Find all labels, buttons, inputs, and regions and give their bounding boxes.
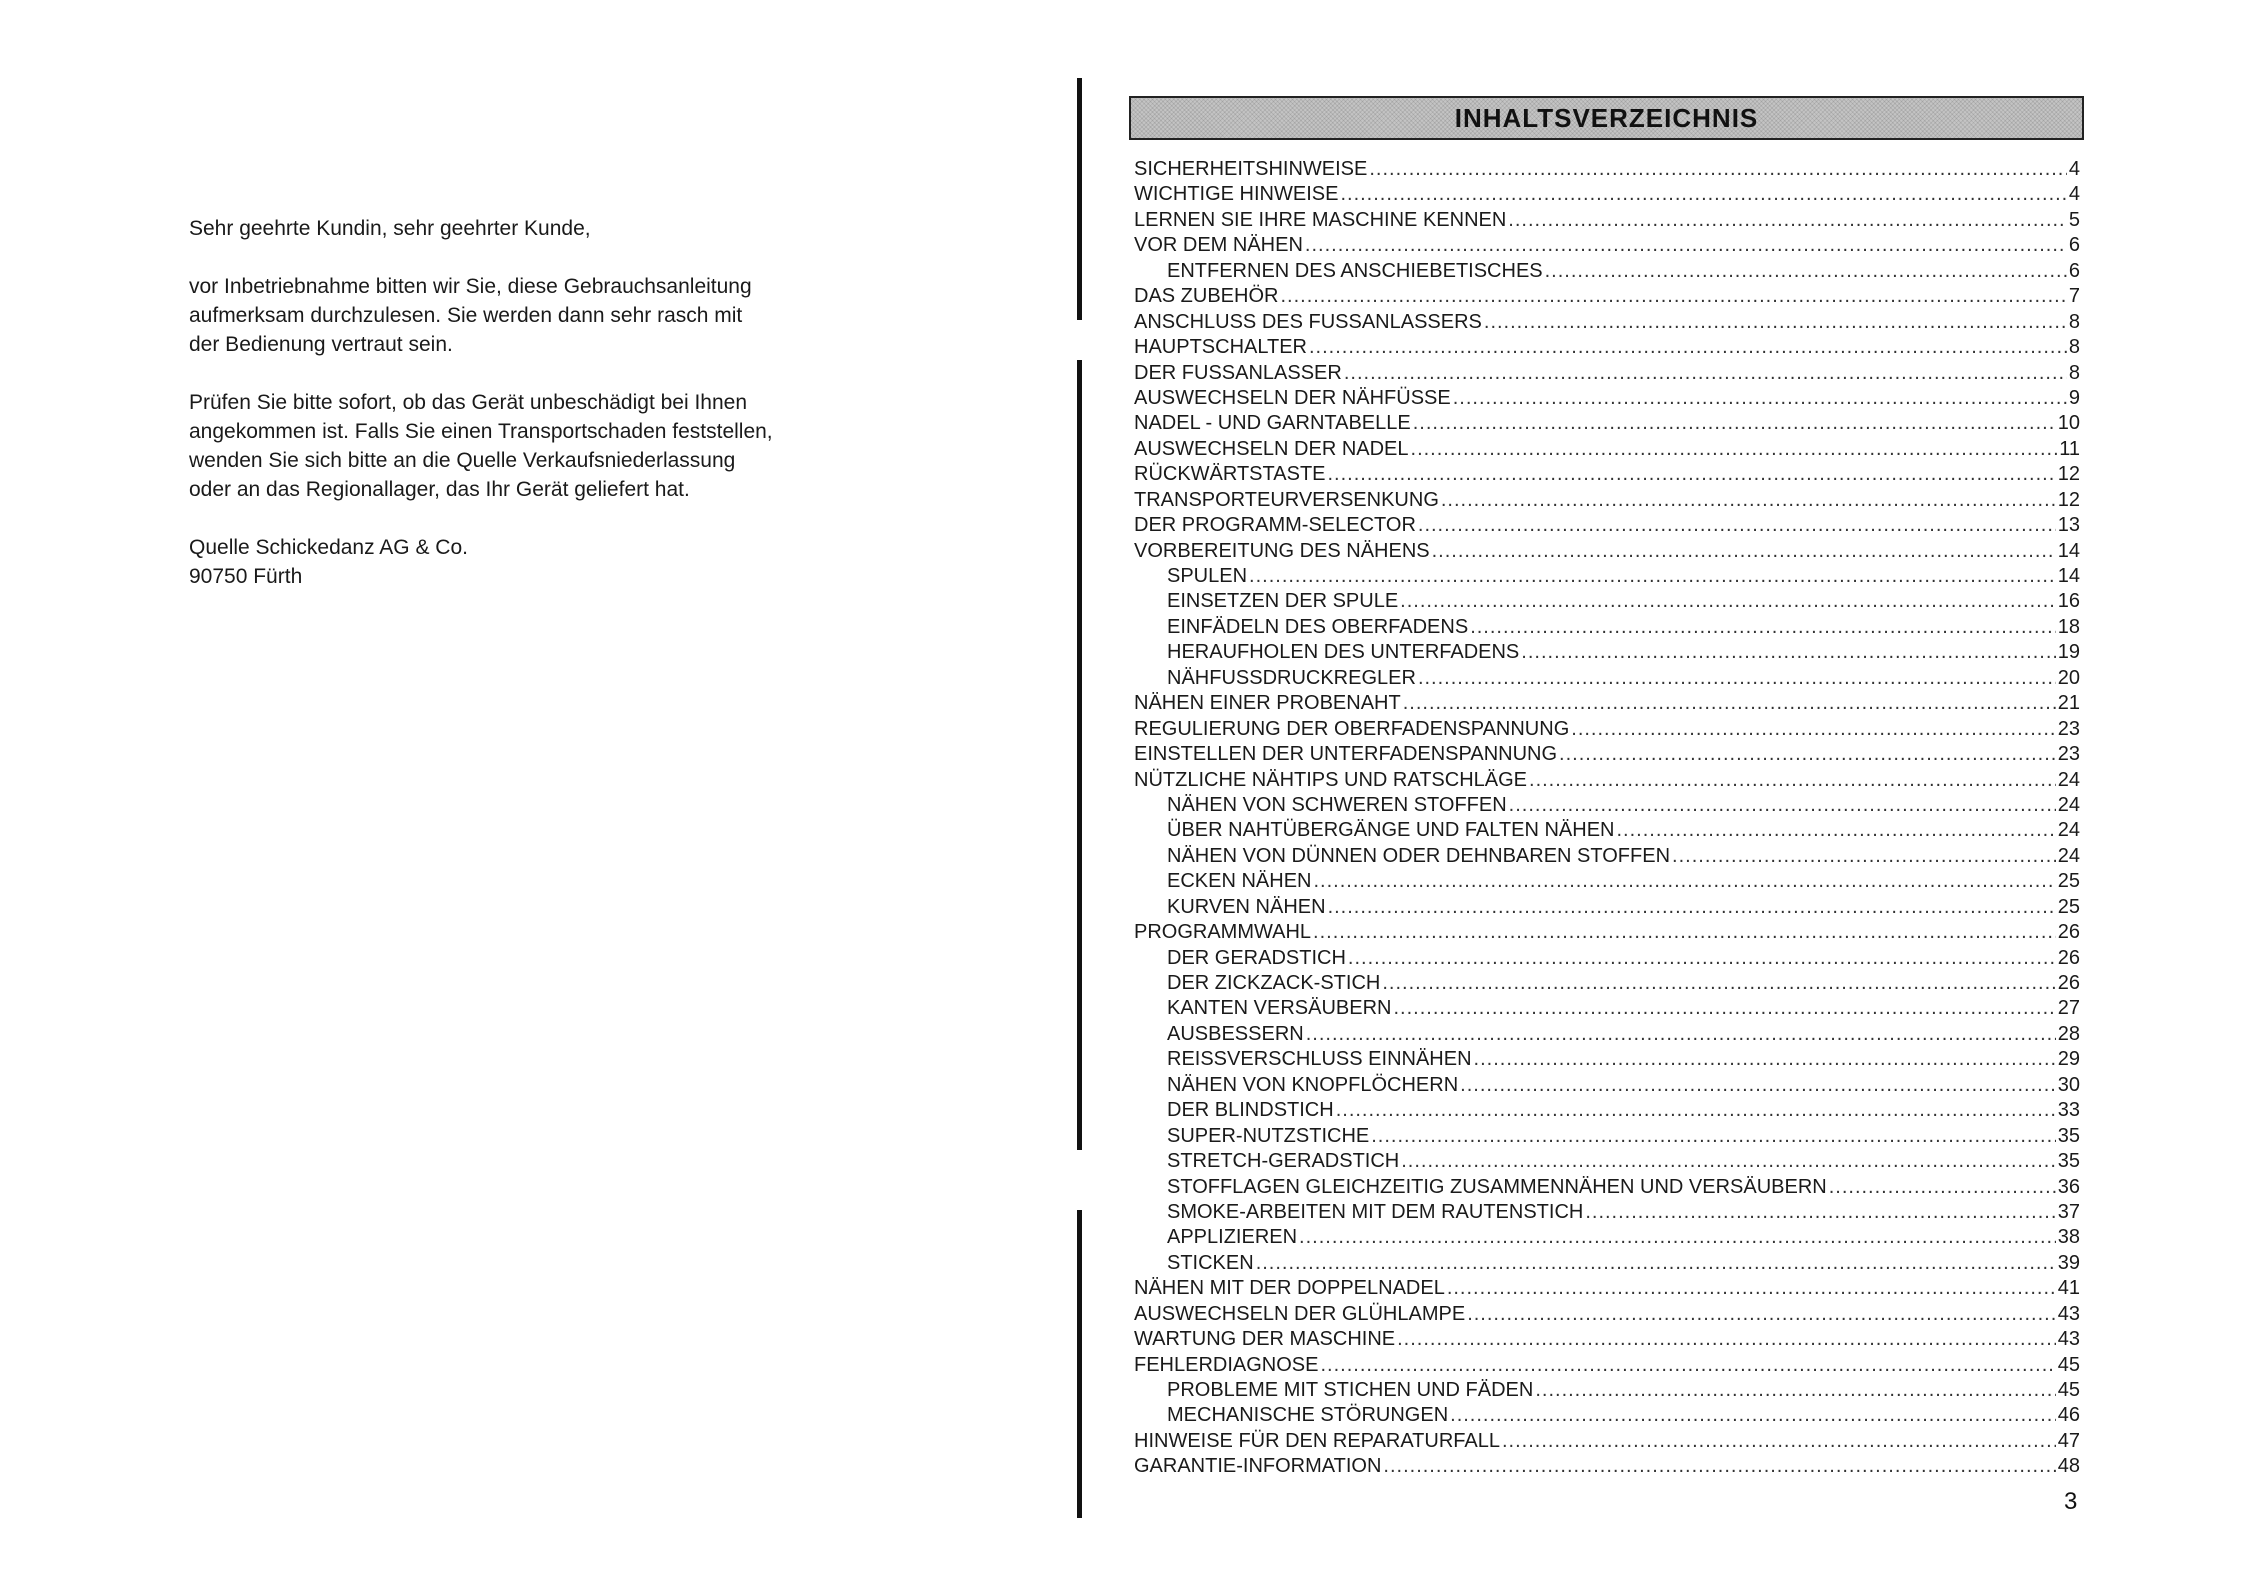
toc-entry-page: 18 xyxy=(2057,615,2080,638)
toc-entry-title: NÜTZLICHE NÄHTIPS UND RATSCHLÄGE xyxy=(1134,768,1528,791)
toc-entry-page: 4 xyxy=(2068,158,2080,180)
toc-entry-leader-dots xyxy=(1432,539,2056,564)
toc-entry xyxy=(1134,488,2080,513)
toc-entry xyxy=(1134,996,2080,1021)
toc-entry-leader-dots xyxy=(1280,284,2066,309)
toc-entry-page: 24 xyxy=(2057,768,2080,791)
toc-entry-page: 13 xyxy=(2057,514,2080,537)
greeting: Sehr geehrte Kundin, sehr geehrter Kunde, xyxy=(189,217,591,240)
toc-entry-leader-dots xyxy=(1382,971,2055,996)
toc-entry-title: PROBLEME MIT STICHEN UND FÄDEN xyxy=(1167,1379,1534,1401)
toc-entry-leader-dots xyxy=(1400,589,2056,614)
toc-entry-page: 43 xyxy=(2057,1302,2080,1325)
toc-entry xyxy=(1134,284,2080,309)
toc-entry-page: 10 xyxy=(2057,412,2080,435)
toc-entry xyxy=(1134,335,2080,360)
toc-entry xyxy=(1134,157,2080,182)
toc-entry-leader-dots xyxy=(1535,1378,2055,1403)
toc-entry-page: 37 xyxy=(2057,1200,2080,1223)
toc-entry-page: 11 xyxy=(2059,437,2080,460)
toc-entry xyxy=(1134,564,2080,589)
toc-entry xyxy=(1134,1047,2080,1072)
toc-entry-leader-dots xyxy=(1320,1353,2055,1378)
toc-entry-title: AUSWECHSELN DER GLÜHLAMPE xyxy=(1134,1302,1466,1325)
toc-entry xyxy=(1134,589,2080,614)
toc-entry-title: ÜBER NAHTÜBERGÄNGE UND FALTEN NÄHEN xyxy=(1167,819,1615,842)
toc-entry-leader-dots xyxy=(1299,1225,2056,1250)
toc-entry xyxy=(1134,437,2080,462)
inspection-paragraph: Prüfen Sie bitte sofort, ob das Gerät unbeschädigt bei Ihnen angekommen ist. Falls Sie einen Transportschaden feststellen, wenden Sie sich bitte an die Quelle Verkaufsniederlassung oder an das Regionallager, das Ihr Gerät geliefert hat. xyxy=(189,391,773,501)
toc-entry-leader-dots xyxy=(1313,920,2056,945)
toc-entry-title: DER GERADSTICH xyxy=(1167,946,1346,969)
toc-entry-title: REGULIERUNG DER OBERFADENSPANNUNG xyxy=(1134,717,1570,740)
toc-entry-leader-dots xyxy=(1450,1403,2056,1428)
toc-entry-page: 21 xyxy=(2057,692,2080,715)
toc-entry-title: NÄHEN MIT DER DOPPELNADEL xyxy=(1134,1277,1445,1300)
toc-entry-leader-dots xyxy=(1306,1022,2056,1047)
toc-entry-page: 16 xyxy=(2057,590,2080,613)
toc-entry xyxy=(1134,1225,2080,1250)
toc-entry xyxy=(1134,1149,2080,1174)
toc-entry-page: 26 xyxy=(2057,972,2080,994)
company-address: Quelle Schickedanz AG & Co. 90750 Fürth xyxy=(189,536,468,588)
toc-entry xyxy=(1134,539,2080,564)
toc-entry-title: MECHANISCHE STÖRUNGEN xyxy=(1167,1404,1449,1427)
toc-entry-page: 12 xyxy=(2057,463,2080,486)
toc-entry-title: NÄHEN EINER PROBENAHT xyxy=(1134,692,1401,715)
toc-entry-page: 38 xyxy=(2057,1226,2080,1249)
toc-entry-page: 26 xyxy=(2057,946,2080,969)
toc-entry-leader-dots xyxy=(1249,564,2056,589)
toc-entry-title: STRETCH-GERADSTICH xyxy=(1167,1150,1400,1173)
toc-entry-leader-dots xyxy=(1411,437,2058,462)
toc-entry-leader-dots xyxy=(1447,1276,2056,1301)
toc-entry xyxy=(1134,1429,2080,1454)
toc-entry-title: NÄHEN VON KNOPFLÖCHERN xyxy=(1167,1073,1459,1096)
toc-entry-title: APPLIZIEREN xyxy=(1167,1226,1298,1249)
left-page xyxy=(189,214,849,620)
toc-entry xyxy=(1134,946,2080,971)
toc-entry-page: 20 xyxy=(2057,666,2080,689)
toc-entry-leader-dots xyxy=(1418,513,2056,538)
toc-entry-title: RÜCKWÄRTSTASTE xyxy=(1134,463,1326,486)
toc-entry-title: AUSWECHSELN DER NADEL xyxy=(1134,437,1409,460)
toc-entry xyxy=(1134,666,2080,691)
toc-entry-page: 8 xyxy=(2068,310,2080,333)
toc-header xyxy=(1129,96,2084,140)
toc-entry-page: 48 xyxy=(2057,1455,2080,1478)
toc-entry-title: WARTUNG DER MASCHINE xyxy=(1134,1328,1396,1351)
toc-entry-page: 45 xyxy=(2057,1379,2080,1401)
toc-entry-title: HINWEISE FÜR DEN REPARATURFALL xyxy=(1134,1429,1500,1452)
toc-entry xyxy=(1134,182,2080,207)
toc-entry-title: EINSTELLEN DER UNTERFADENSPANNUNG xyxy=(1134,743,1558,766)
toc-entry-page: 23 xyxy=(2057,717,2080,740)
toc-entry xyxy=(1134,818,2080,843)
toc-entry xyxy=(1134,1454,2080,1479)
toc-entry-page: 6 xyxy=(2068,259,2080,282)
toc-entry xyxy=(1134,1403,2080,1428)
toc-entry-leader-dots xyxy=(1829,1175,2056,1200)
toc-entry-title: KURVEN NÄHEN xyxy=(1167,895,1326,918)
toc-entry xyxy=(1134,768,2080,793)
toc-entry-page: 14 xyxy=(2057,565,2080,587)
toc-entry-title: SUPER-NUTZSTICHE xyxy=(1167,1124,1370,1147)
toc-entry-title: DER PROGRAMM-SELECTOR xyxy=(1134,514,1416,537)
toc-entry-page: 24 xyxy=(2057,819,2080,842)
toc-entry xyxy=(1134,233,2080,258)
toc-entry xyxy=(1134,844,2080,869)
toc-entry-page: 8 xyxy=(2068,336,2080,359)
toc-entry xyxy=(1134,310,2080,335)
toc-entry-page: 29 xyxy=(2057,1048,2080,1071)
toc-entry-title: NÄHEN VON SCHWEREN STOFFEN xyxy=(1167,793,1507,816)
toc-entry-title: FEHLERDIAGNOSE xyxy=(1134,1353,1319,1376)
toc-entry-leader-dots xyxy=(1348,946,2056,971)
toc-entry xyxy=(1134,971,2080,996)
toc-entry xyxy=(1134,1124,2080,1149)
toc-entry-page: 45 xyxy=(2057,1353,2080,1376)
toc-entry xyxy=(1134,717,2080,742)
toc-entry-title: EINSETZEN DER SPULE xyxy=(1167,590,1399,613)
toc-entry-title: VOR DEM NÄHEN xyxy=(1134,234,1303,257)
toc-entry-title: NADEL - UND GARNTABELLE xyxy=(1134,412,1411,435)
toc-entry-leader-dots xyxy=(1336,1098,2056,1123)
toc-entry-page: 9 xyxy=(2068,386,2080,409)
toc-entry-title: ECKEN NÄHEN xyxy=(1167,870,1312,893)
toc-entry-leader-dots xyxy=(1369,157,2067,182)
toc-entry-title: ANSCHLUSS DES FUSSANLASSERS xyxy=(1134,310,1482,333)
toc-entry xyxy=(1134,1251,2080,1276)
toc-entry xyxy=(1134,1175,2080,1200)
toc-entry-leader-dots xyxy=(1403,691,2056,716)
toc-entry xyxy=(1134,615,2080,640)
toc-entry-leader-dots xyxy=(1328,462,2056,487)
toc-entry-leader-dots xyxy=(1509,793,2056,818)
fold-line-gap xyxy=(1075,1150,1085,1210)
toc-entry-page: 4 xyxy=(2068,183,2080,206)
toc-entry-title: REISSVERSCHLUSS EINNÄHEN xyxy=(1167,1048,1472,1071)
toc-entry-leader-dots xyxy=(1413,411,2056,436)
fold-line-gap xyxy=(1075,320,1085,360)
toc-entry-title: DER BLINDSTICH xyxy=(1167,1099,1334,1122)
toc-entry xyxy=(1134,742,2080,767)
toc-entry xyxy=(1134,1378,2080,1403)
toc-entry-page: 8 xyxy=(2068,361,2080,384)
toc-entry-title: AUSWECHSELN DER NÄHFÜSSE xyxy=(1134,386,1451,409)
toc-entry-leader-dots xyxy=(1508,208,2067,233)
toc-entry-title: NÄHEN VON DÜNNEN ODER DEHNBAREN STOFFEN xyxy=(1167,844,1671,867)
toc-entry xyxy=(1134,691,2080,716)
toc-entry-leader-dots xyxy=(1571,717,2055,742)
toc-entry-leader-dots xyxy=(1256,1251,2056,1276)
toc-entry-page: 39 xyxy=(2057,1251,2080,1274)
toc-entry-page: 35 xyxy=(2057,1150,2080,1173)
toc-entry-leader-dots xyxy=(1328,895,2056,920)
toc-entry xyxy=(1134,1276,2080,1301)
toc-entry-title: SMOKE-ARBEITEN MIT DEM RAUTENSTICH xyxy=(1167,1200,1584,1223)
toc-entry-title: DAS ZUBEHÖR xyxy=(1134,285,1279,308)
toc-entry xyxy=(1134,1098,2080,1123)
toc-entry-page: 35 xyxy=(2057,1124,2080,1147)
toc-entry-page: 47 xyxy=(2057,1429,2080,1452)
toc-entry xyxy=(1134,1353,2080,1378)
toc-entry-page: 36 xyxy=(2057,1175,2080,1198)
toc-entry-page: 27 xyxy=(2057,997,2080,1020)
toc-entry-page: 24 xyxy=(2057,793,2080,816)
toc-entry-title: DER FUSSANLASSER xyxy=(1134,361,1342,384)
toc-entry-title: ENTFERNEN DES ANSCHIEBETISCHES xyxy=(1167,259,1543,282)
toc-entry-leader-dots xyxy=(1344,361,2067,386)
toc-entry-leader-dots xyxy=(1672,844,2056,869)
intro-paragraph: vor Inbetriebnahme bitten wir Sie, diese Gebrauchsanleitung aufmerksam durchzulesen. Sie werden dann sehr rasch mit der Bedienung vertraut sein. xyxy=(189,275,752,356)
toc-entry-leader-dots xyxy=(1502,1429,2056,1454)
toc-entry xyxy=(1134,462,2080,487)
toc-entry-leader-dots xyxy=(1340,182,2066,207)
table-of-contents xyxy=(1134,157,2080,1480)
toc-entry-leader-dots xyxy=(1441,488,2056,513)
toc-entry-title: WICHTIGE HINWEISE xyxy=(1134,183,1339,206)
toc-entry-leader-dots xyxy=(1383,1454,2055,1479)
toc-entry-title: VORBEREITUNG DES NÄHENS xyxy=(1134,539,1430,562)
toc-entry-leader-dots xyxy=(1453,386,2067,411)
toc-entry-title: TRANSPORTEURVERSENKUNG xyxy=(1134,488,1439,511)
toc-entry xyxy=(1134,1327,2080,1352)
toc-entry-page: 41 xyxy=(2057,1277,2080,1300)
toc-entry-page: 43 xyxy=(2057,1328,2080,1351)
toc-entry-leader-dots xyxy=(1521,640,2055,665)
toc-entry-title: LERNEN SIE IHRE MASCHINE KENNEN xyxy=(1134,208,1507,231)
toc-entry-title: AUSBESSERN xyxy=(1167,1022,1304,1045)
toc-entry xyxy=(1134,1022,2080,1047)
toc-entry-title: NÄHFUSSDRUCKREGLER xyxy=(1167,666,1416,689)
toc-entry-page: 46 xyxy=(2057,1404,2080,1427)
toc-entry-title: EINFÄDELN DES OBERFADENS xyxy=(1167,615,1469,638)
toc-entry-page: 5 xyxy=(2068,208,2080,231)
toc-entry xyxy=(1134,793,2080,818)
toc-entry-title: PROGRAMMWAHL xyxy=(1134,921,1312,944)
toc-entry-leader-dots xyxy=(1470,615,2056,640)
toc-entry xyxy=(1134,386,2080,411)
toc-entry-title: SICHERHEITSHINWEISE xyxy=(1134,158,1368,180)
toc-entry-leader-dots xyxy=(1460,1073,2056,1098)
toc-entry-leader-dots xyxy=(1371,1124,2056,1149)
toc-entry-page: 26 xyxy=(2057,921,2080,944)
toc-entry xyxy=(1134,1073,2080,1098)
toc-entry-title: SPULEN xyxy=(1167,565,1248,587)
toc-entry-leader-dots xyxy=(1474,1047,2056,1072)
toc-entry-leader-dots xyxy=(1545,259,2067,284)
toc-entry-page: 33 xyxy=(2057,1099,2080,1122)
toc-entry-leader-dots xyxy=(1313,869,2055,894)
toc-entry-title: DER ZICKZACK-STICH xyxy=(1167,972,1381,994)
toc-entry-page: 6 xyxy=(2068,234,2080,257)
toc-entry-page: 24 xyxy=(2057,844,2080,867)
toc-entry xyxy=(1134,1302,2080,1327)
toc-entry xyxy=(1134,869,2080,894)
toc-entry-leader-dots xyxy=(1418,666,2056,691)
toc-entry-title: HERAUFHOLEN DES UNTERFADENS xyxy=(1167,641,1520,664)
toc-title: INHALTSVERZEICHNIS xyxy=(1454,103,1759,133)
toc-entry-leader-dots xyxy=(1585,1200,2055,1225)
toc-entry xyxy=(1134,513,2080,538)
toc-entry-page: 23 xyxy=(2057,743,2080,766)
toc-entry xyxy=(1134,920,2080,945)
toc-entry-leader-dots xyxy=(1394,996,2056,1021)
toc-entry xyxy=(1134,208,2080,233)
toc-entry-title: HAUPTSCHALTER xyxy=(1134,336,1307,359)
toc-entry-page: 25 xyxy=(2057,870,2080,893)
toc-entry xyxy=(1134,259,2080,284)
toc-entry-title: KANTEN VERSÄUBERN xyxy=(1167,997,1392,1020)
toc-entry-page: 30 xyxy=(2057,1073,2080,1096)
toc-entry-page: 25 xyxy=(2057,895,2080,918)
toc-entry-leader-dots xyxy=(1529,768,2056,793)
page-number: 3 xyxy=(2064,1488,2078,1515)
toc-entry-leader-dots xyxy=(1616,818,2055,843)
toc-entry-leader-dots xyxy=(1467,1302,2056,1327)
toc-entry-page: 28 xyxy=(2057,1022,2080,1045)
toc-entry xyxy=(1134,640,2080,665)
toc-entry-leader-dots xyxy=(1401,1149,2056,1174)
page-fold-line xyxy=(1077,78,1082,1518)
toc-entry-page: 14 xyxy=(2057,539,2080,562)
toc-entry-leader-dots xyxy=(1559,742,2056,767)
toc-entry-leader-dots xyxy=(1484,310,2067,335)
toc-entry-leader-dots xyxy=(1309,335,2067,360)
toc-entry-title: GARANTIE-INFORMATION xyxy=(1134,1455,1382,1478)
toc-entry xyxy=(1134,411,2080,436)
toc-entry-title: STOFFLAGEN GLEICHZEITIG ZUSAMMENNÄHEN UND VERSÄUBERN xyxy=(1167,1175,1827,1198)
toc-entry-page: 7 xyxy=(2068,285,2080,308)
toc-entry-page: 12 xyxy=(2057,488,2080,511)
toc-entry-page: 19 xyxy=(2057,641,2080,664)
toc-entry xyxy=(1134,1200,2080,1225)
toc-entry xyxy=(1134,361,2080,386)
toc-entry-title: STICKEN xyxy=(1167,1251,1254,1274)
toc-entry-leader-dots xyxy=(1397,1327,2056,1352)
toc-entry xyxy=(1134,895,2080,920)
toc-entry-leader-dots xyxy=(1305,233,2067,258)
